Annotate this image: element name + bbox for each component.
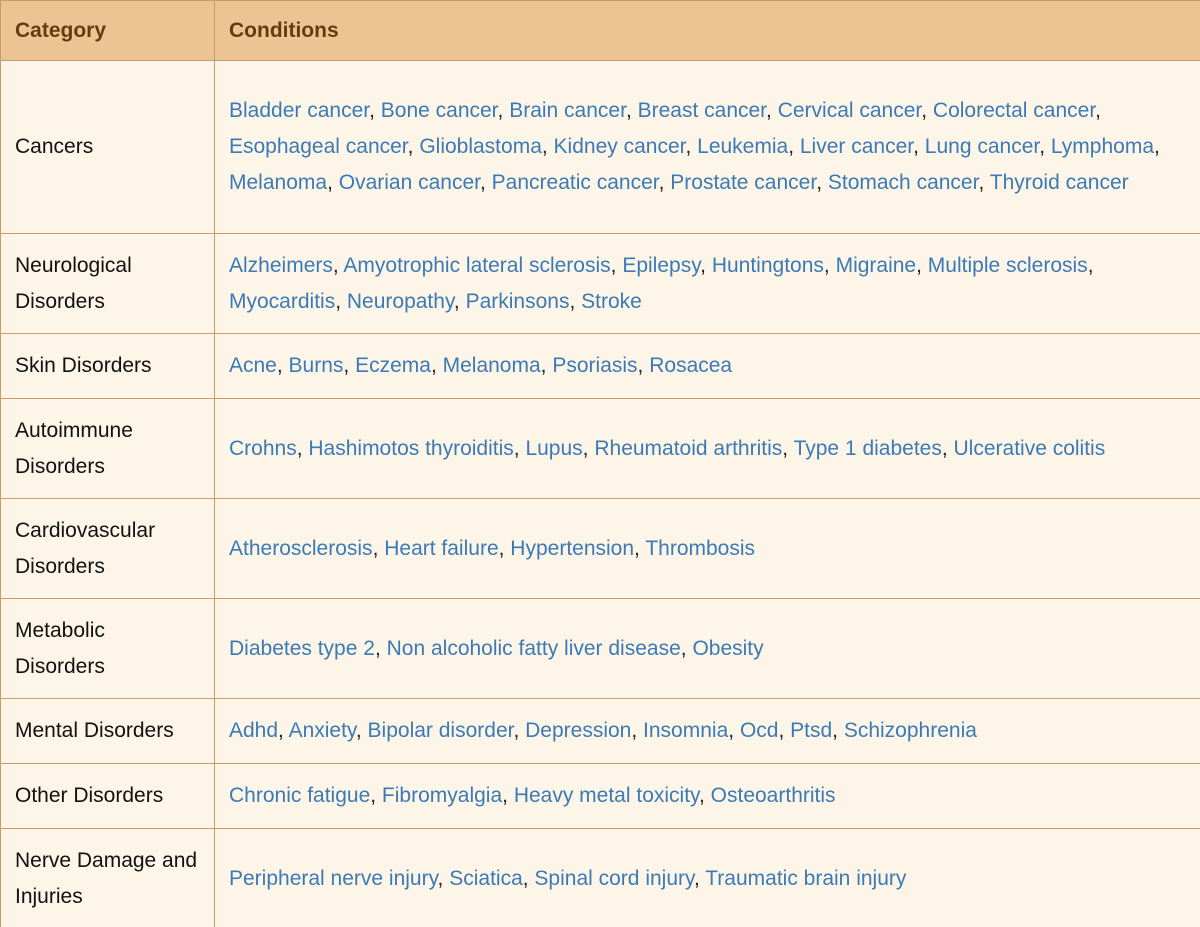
category-cell: Mental Disorders <box>1 699 215 764</box>
condition-link[interactable]: Fibromyalgia <box>381 784 503 807</box>
condition-link[interactable]: Cervical cancer <box>777 99 922 122</box>
category-cell: Autoimmune Disorders <box>1 399 215 499</box>
condition-link[interactable]: Obesity <box>692 636 764 660</box>
separator: , <box>634 536 646 560</box>
table-row <box>1 829 1200 927</box>
condition-link[interactable]: Migraine <box>835 253 917 277</box>
condition-link[interactable]: Huntingtons <box>711 253 824 277</box>
separator: , <box>278 719 289 742</box>
condition-link[interactable]: Rheumatoid arthritis <box>594 436 783 460</box>
condition-link[interactable]: Ptsd <box>790 719 833 742</box>
separator: , <box>766 99 778 122</box>
condition-link[interactable]: Psoriasis <box>552 354 638 377</box>
table-row <box>1 61 1200 234</box>
separator: , <box>1154 135 1160 158</box>
separator: , <box>1095 99 1102 122</box>
condition-link[interactable]: Bipolar disorder <box>367 719 514 742</box>
category-cell: Other Disorders <box>1 764 215 829</box>
separator: , <box>355 719 368 742</box>
separator: , <box>685 135 698 158</box>
condition-link[interactable]: Thrombosis <box>645 536 756 560</box>
condition-link[interactable]: Breast cancer <box>637 99 767 122</box>
condition-link[interactable]: Atherosclerosis <box>229 536 373 560</box>
separator: , <box>631 719 644 742</box>
condition-link[interactable]: Acne <box>229 354 277 377</box>
condition-link[interactable]: Epilepsy <box>622 253 701 277</box>
condition-link[interactable]: Stomach cancer <box>827 171 979 194</box>
condition-link[interactable]: Hypertension <box>510 536 635 560</box>
separator: , <box>453 289 466 313</box>
conditions-cell <box>215 599 1200 699</box>
separator: , <box>1039 135 1051 158</box>
condition-link[interactable]: Stroke <box>581 289 642 313</box>
separator: , <box>276 354 289 377</box>
separator: , <box>479 171 492 194</box>
table-row <box>1 234 1200 334</box>
condition-link[interactable]: Type 1 diabetes <box>793 436 942 460</box>
separator: , <box>569 289 582 313</box>
condition-link[interactable]: Traumatic brain injury <box>705 866 907 890</box>
separator: , <box>728 719 740 742</box>
separator: , <box>540 354 553 377</box>
separator: , <box>610 253 623 277</box>
condition-link[interactable]: Osteoarthritis <box>710 784 836 807</box>
separator: , <box>941 436 954 460</box>
condition-link[interactable]: Ulcerative colitis <box>953 436 1106 460</box>
condition-link[interactable]: Schizophrenia <box>843 719 977 742</box>
separator: , <box>430 354 443 377</box>
category-column-header: Category <box>1 1 215 61</box>
condition-link[interactable]: Rosacea <box>649 354 733 377</box>
condition-link[interactable]: Heart failure <box>384 536 499 560</box>
table-row <box>1 699 1200 764</box>
category-cell: Cardiovascular Disorders <box>1 499 215 599</box>
separator: , <box>513 436 526 460</box>
separator: , <box>497 99 510 122</box>
condition-link[interactable]: Depression <box>525 719 632 742</box>
separator: , <box>625 99 638 122</box>
condition-link[interactable]: Amyotrophic lateral sclerosis <box>343 253 611 277</box>
category-cell: Skin Disorders <box>1 334 215 399</box>
condition-link[interactable]: Neuropathy <box>346 289 454 313</box>
condition-link[interactable]: Heavy metal toxicity <box>513 784 699 807</box>
condition-link[interactable]: Multiple sclerosis <box>927 253 1088 277</box>
conditions-cell <box>215 829 1200 927</box>
conditions-cell <box>215 234 1200 334</box>
separator: , <box>498 536 511 560</box>
separator: , <box>782 436 794 460</box>
condition-link[interactable]: Eczema <box>355 354 431 377</box>
separator: , <box>437 866 450 890</box>
condition-link[interactable]: Melanoma <box>229 171 328 194</box>
condition-link[interactable]: Bladder cancer <box>229 99 370 122</box>
separator: , <box>541 135 554 158</box>
separator: , <box>680 636 693 660</box>
table-row <box>1 764 1200 829</box>
separator: , <box>513 719 526 742</box>
condition-link[interactable]: Chronic fatigue <box>229 784 371 807</box>
separator: , <box>522 866 535 890</box>
table-row <box>1 599 1200 699</box>
condition-link[interactable]: Alzheimers <box>229 253 333 277</box>
category-cell: Cancers <box>1 61 215 234</box>
separator: , <box>372 536 385 560</box>
separator: , <box>296 436 309 460</box>
condition-link[interactable]: Melanoma <box>442 354 541 377</box>
separator: , <box>916 253 928 277</box>
condition-link[interactable]: Diabetes type 2 <box>229 636 375 660</box>
condition-link[interactable]: Glioblastoma <box>419 135 542 158</box>
condition-link[interactable]: Ocd <box>739 719 779 742</box>
separator: , <box>693 866 706 890</box>
separator: , <box>637 354 650 377</box>
condition-link[interactable]: Peripheral nerve injury <box>229 866 438 890</box>
condition-link[interactable]: Crohns <box>229 436 297 460</box>
separator: , <box>374 636 387 660</box>
condition-link[interactable]: Adhd <box>229 719 279 742</box>
condition-link[interactable]: Parkinsons <box>465 289 570 313</box>
table-row <box>1 499 1200 599</box>
category-cell: Nerve Damage and Injuries <box>1 829 215 927</box>
condition-link[interactable]: Lupus <box>525 436 583 460</box>
separator: , <box>335 289 347 313</box>
conditions-cell <box>215 399 1200 499</box>
conditions-cell <box>215 499 1200 599</box>
condition-link[interactable]: Prostate cancer <box>670 171 817 194</box>
condition-link[interactable]: Burns <box>288 354 344 377</box>
separator: , <box>823 253 836 277</box>
separator: , <box>978 171 990 194</box>
condition-link[interactable]: Leukemia <box>697 135 789 158</box>
condition-link[interactable]: Brain cancer <box>509 99 626 122</box>
condition-link[interactable]: Bone cancer <box>380 99 498 122</box>
condition-link[interactable]: Pancreatic cancer <box>491 171 659 194</box>
separator: , <box>778 719 791 742</box>
conditions-column-header: Conditions <box>215 1 1200 61</box>
condition-link[interactable]: Esophageal cancer <box>229 135 408 158</box>
condition-link[interactable]: Non alcoholic fatty liver disease <box>386 636 681 660</box>
category-cell: Neurological Disorders <box>1 234 215 334</box>
category-cell: Metabolic Disorders <box>1 599 215 699</box>
separator: , <box>832 719 844 742</box>
table-body <box>1 61 1200 927</box>
separator: , <box>658 171 671 194</box>
separator: , <box>788 135 800 158</box>
condition-link[interactable]: Spinal cord injury <box>534 866 694 890</box>
separator: , <box>332 253 344 277</box>
condition-link[interactable]: Colorectal cancer <box>932 99 1096 122</box>
condition-link[interactable]: Lymphoma <box>1050 135 1154 158</box>
condition-link[interactable]: Myocarditis <box>229 289 336 313</box>
condition-link[interactable]: Insomnia <box>643 719 729 742</box>
header-row <box>1 1 1200 61</box>
condition-link[interactable]: Anxiety <box>288 719 356 742</box>
separator: , <box>327 171 339 194</box>
conditions-cell <box>215 699 1200 764</box>
condition-link[interactable]: Ovarian cancer <box>338 171 480 194</box>
separator: , <box>1087 253 1094 277</box>
separator: , <box>407 135 420 158</box>
separator: , <box>700 253 712 277</box>
separator: , <box>369 99 381 122</box>
separator: , <box>502 784 514 807</box>
table-row <box>1 334 1200 399</box>
separator: , <box>582 436 595 460</box>
condition-link[interactable]: Hashimotos thyroiditis <box>308 436 514 460</box>
conditions-cell <box>215 764 1200 829</box>
table-row <box>1 399 1200 499</box>
separator: , <box>343 354 356 377</box>
conditions-cell <box>215 61 1200 234</box>
separator: , <box>913 135 925 158</box>
condition-link[interactable]: Sciatica <box>449 866 523 890</box>
conditions-cell <box>215 334 1200 399</box>
condition-link[interactable]: Lung cancer <box>924 135 1040 158</box>
separator: , <box>921 99 933 122</box>
separator: , <box>816 171 828 194</box>
condition-link[interactable]: Liver cancer <box>799 135 914 158</box>
separator: , <box>370 784 382 807</box>
condition-link[interactable]: Thyroid cancer <box>989 171 1129 194</box>
table-header <box>1 1 1200 61</box>
separator: , <box>698 784 711 807</box>
condition-link[interactable]: Kidney cancer <box>553 135 686 158</box>
